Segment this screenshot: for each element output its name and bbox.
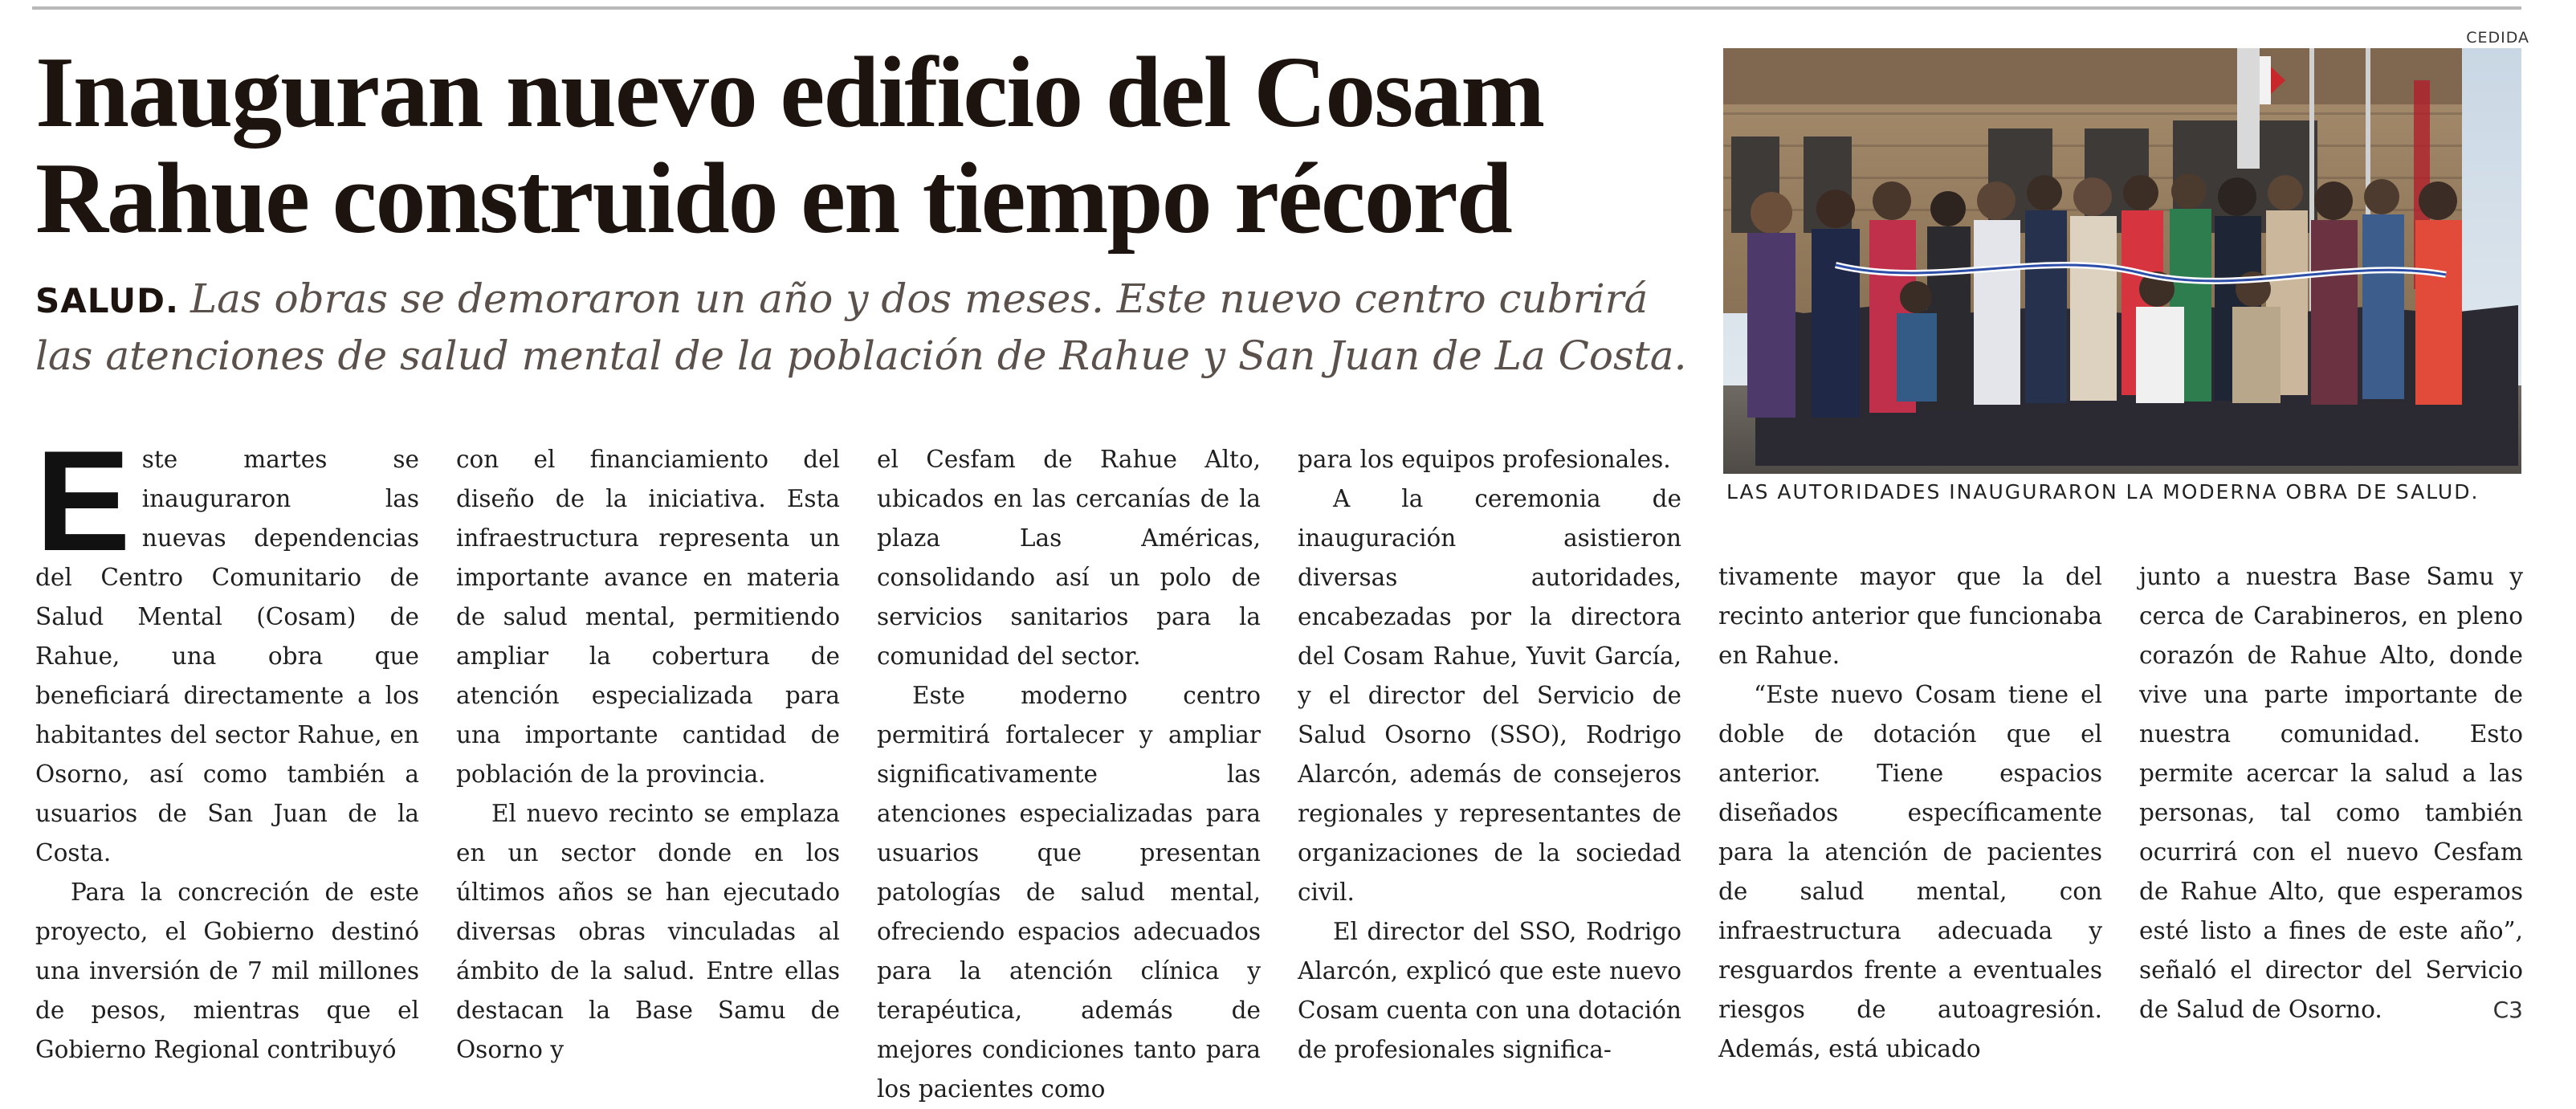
headline-line-1: Inauguran nuevo edificio del Cosam xyxy=(35,37,1544,149)
drop-cap: E xyxy=(35,421,131,581)
body-column-5 xyxy=(1718,557,2102,1069)
paragraph: para los equipos profesionales. xyxy=(1298,446,1671,473)
paragraph: “Este nuevo Cosam tiene el doble de dotación que el anterior. Tiene espacios diseñados específicamente para la atención de pacientes de salud mental, con infraestructura adecuada y resguardos frente a eventuales riesgos de autoagresión. Además, está ubicado xyxy=(1718,681,2102,1062)
body-column-1 xyxy=(35,421,419,1070)
deck-line-1: Las obras se demoraron un año y dos meses. Este nuevo centro cubrirá xyxy=(190,275,1649,322)
paragraph: El director del SSO, Rodrigo Alarcón, explicó que este nuevo Cosam cuenta con una dotación de profesionales significa- xyxy=(1298,918,1681,1063)
paragraph xyxy=(35,421,419,873)
body-column-2 xyxy=(456,440,840,1070)
section-tag: SALUD. xyxy=(35,281,179,320)
body-column-4 xyxy=(1298,440,1681,1070)
body-column-6 xyxy=(2139,557,2523,1029)
deck-line-2: las atenciones de salud mental de la población de Rahue y San Juan de La Costa. xyxy=(35,332,1687,379)
article-photo xyxy=(1723,48,2521,474)
paragraph: El nuevo recinto se emplaza en un sector donde en los últimos años se han ejecutado diversas obras vinculadas al ámbito de la salud. Entre ellas destacan la Base Samu de Osorno y xyxy=(456,800,840,1063)
body-column-3 xyxy=(877,440,1261,1109)
headline-line-2: Rahue construido en tiempo récord xyxy=(35,143,1511,255)
paragraph: el Cesfam de Rahue Alto, ubicados en las cercanías de la plaza Las Américas, consolidando así un polo de servicios sanitarios para la comunidad del sector. xyxy=(877,446,1261,670)
paragraph xyxy=(2139,557,2523,1029)
deck xyxy=(35,271,1687,383)
paragraph: tivamente mayor que la del recinto anterior que funcionaba en Rahue. xyxy=(1718,563,2102,669)
end-mark-icon: C3 xyxy=(2492,997,2523,1023)
paragraph: con el financiamiento del diseño de la iniciativa. Esta infraestructura representa un importante avance en materia de salud mental, permitiendo ampliar la cobertura de atención especializada para una importante cantidad de población de la provincia. xyxy=(456,446,840,788)
photo-caption: LAS AUTORIDADES INAUGURARON LA MODERNA OBRA DE SALUD. xyxy=(1726,480,2480,504)
top-rule xyxy=(32,6,2521,10)
paragraph: A la ceremonia de inauguración asistieron diversas autoridades, encabezadas por la directora del Cosam Rahue, Yuvit García, y el director del Servicio de Salud Osorno (SSO), Rodrigo Alarcón, además de consejeros regionales y representantes de organizaciones de la sociedad civil. xyxy=(1298,485,1681,906)
paragraph-text: ste martes se inauguraron las nuevas dependencias del Centro Comunitario de Salud Mental (Cosam) de Rahue, una obra que beneficiará directamente a los habitantes del sector Rahue, en Osorno, así como también a usuarios de San Juan de la Costa. xyxy=(35,446,419,866)
paragraph: Para la concreción de este proyecto, el Gobierno destinó una inversión de 7 mil millones de pesos, mientras que el Gobierno Regional contribuyó xyxy=(35,879,419,1063)
paragraph: Este moderno centro permitirá fortalecer y ampliar significativamente las atenciones especializadas para usuarios que presentan patologías de salud mental, ofreciendo espacios adecuados para la atención clínica y terapéutica, además de mejores condiciones tanto para los pacientes como xyxy=(877,682,1261,1103)
photo-credit: CEDIDA xyxy=(2466,29,2529,47)
headline xyxy=(35,37,1681,255)
paragraph-text: junto a nuestra Base Samu y cerca de Carabineros, en pleno corazón de Rahue Alto, donde vive una parte importante de nuestra comunidad. Esto permite acercar la salud a las personas, tal como también ocurrirá con el nuevo Cesfam de Rahue Alto, que esperamos esté listo a fines de este año”, señaló el director del Servicio de Salud de Osorno. xyxy=(2139,563,2523,1023)
